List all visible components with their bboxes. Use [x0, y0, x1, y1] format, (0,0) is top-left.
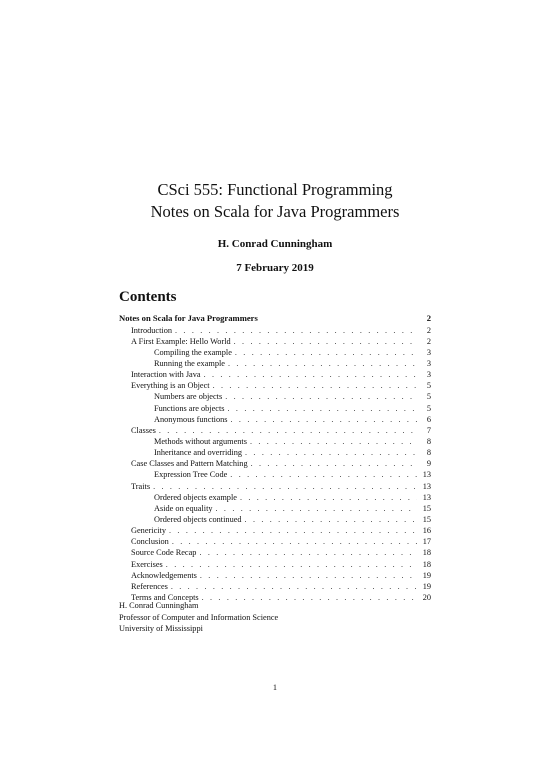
toc-entry[interactable] — [119, 336, 431, 347]
toc-entry[interactable] — [119, 369, 431, 380]
toc-entry[interactable] — [119, 425, 431, 436]
toc-entry-page: 15 — [422, 503, 431, 513]
toc-leader-dots — [251, 458, 417, 469]
toc-entry-page: 8 — [426, 448, 431, 458]
toc-entry-page: 5 — [426, 392, 431, 402]
toc-entry[interactable] — [119, 380, 431, 391]
toc-entry-label: Traits — [131, 481, 151, 491]
toc-entry[interactable] — [119, 325, 431, 336]
toc-entry-label: Conclusion — [131, 537, 169, 547]
toc-entry-page: 16 — [422, 526, 431, 536]
toc-leader-dots — [153, 481, 417, 492]
toc-entry-label: Acknowledgements — [131, 570, 197, 580]
toc-entry-label: Inheritance and overriding — [154, 448, 243, 458]
toc-entry-page: 5 — [426, 381, 431, 391]
toc-entry-label: Anonymous functions — [154, 414, 228, 424]
toc-entry[interactable] — [119, 447, 431, 458]
toc-entry-label: Expression Tree Code — [154, 470, 228, 480]
toc-entry-label: Classes — [131, 425, 156, 435]
toc-entry-label: Introduction — [131, 325, 173, 335]
toc-entry-label: References — [131, 581, 168, 591]
toc-entry[interactable] — [119, 403, 431, 414]
toc-entry[interactable] — [119, 436, 431, 447]
toc-entry[interactable] — [119, 347, 431, 358]
toc-leader-dots — [234, 336, 417, 347]
toc-entry-page: 19 — [422, 570, 431, 580]
toc-entry-label: Ordered objects continued — [154, 514, 242, 524]
toc-entry[interactable] — [119, 503, 431, 514]
document-title-line1: CSci 555: Functional Programming — [157, 180, 393, 199]
toc-entry-page: 17 — [422, 537, 431, 547]
toc-leader-dots — [235, 347, 417, 358]
toc-leader-dots — [228, 403, 417, 414]
toc-entry[interactable] — [119, 481, 431, 492]
toc-entry-label: Exercises — [131, 559, 163, 569]
toc-entry-label: Case Classes and Pattern Matching — [131, 459, 248, 469]
toc-leader-dots — [231, 414, 417, 425]
toc-entry[interactable] — [119, 469, 431, 480]
toc-entry-page: 6 — [426, 414, 431, 424]
toc-entry-page: 13 — [422, 492, 431, 502]
toc-entry[interactable] — [119, 414, 431, 425]
toc-entry[interactable] — [119, 458, 431, 469]
toc-entry[interactable] — [119, 391, 431, 402]
toc-leader-dots — [199, 547, 417, 558]
toc-leader-dots — [245, 447, 417, 458]
date: 7 February 2019 — [236, 262, 314, 274]
toc-leader-dots — [250, 436, 417, 447]
contents-heading: Contents — [119, 289, 177, 305]
toc-entry[interactable] — [119, 559, 431, 570]
toc-entry-page: 13 — [422, 481, 431, 491]
toc-leader-dots — [172, 536, 417, 547]
toc-leader-dots — [171, 581, 417, 592]
toc-leader-dots — [169, 525, 417, 536]
toc-entry-label: Aside on equality — [154, 503, 213, 513]
toc-entry-page: 9 — [426, 459, 431, 469]
toc-entry[interactable] — [119, 514, 431, 525]
toc-entry-label: Notes on Scala for Java Programmers — [119, 313, 258, 323]
toc-leader-dots — [216, 503, 417, 514]
toc-entry-page: 5 — [426, 403, 431, 413]
toc-leader-dots — [213, 380, 417, 391]
toc-entry-page: 18 — [422, 548, 431, 558]
toc-entry[interactable] — [119, 492, 431, 503]
toc-entry-label: A First Example: Hello World — [131, 336, 231, 346]
toc-entry-page: 15 — [422, 514, 431, 524]
toc-entry-label: Running the example — [154, 359, 225, 369]
toc-entry[interactable] — [119, 358, 431, 369]
toc-entry[interactable] — [119, 547, 431, 558]
toc-leader-dots — [228, 358, 417, 369]
toc-entry[interactable] — [119, 581, 431, 592]
toc-entry-label: Methods without arguments — [154, 437, 247, 446]
toc-entry-page: 3 — [426, 347, 431, 357]
toc-leader-dots — [204, 369, 417, 380]
toc-entry-label: Ordered objects example — [154, 492, 237, 502]
toc-entry[interactable] — [119, 312, 431, 325]
document-title-line2: Notes on Scala for Java Programmers — [150, 202, 400, 221]
toc-entry-page: 3 — [426, 359, 431, 369]
affiliation-name: H. Conrad Cunningham — [119, 601, 199, 610]
toc-entry-label: Compiling the example — [154, 347, 232, 357]
toc-entry-page: 3 — [426, 370, 431, 380]
toc-entry-label: Numbers are objects — [154, 392, 223, 402]
toc-entry-page: 13 — [422, 470, 431, 480]
toc-entry[interactable] — [119, 536, 431, 547]
toc-entry-label: Interaction with Java — [131, 370, 201, 380]
table-of-contents — [119, 312, 431, 603]
affiliation-block — [119, 600, 278, 635]
toc-entry-page: 2 — [426, 325, 431, 335]
toc-entry-page: 20 — [422, 592, 431, 602]
toc-leader-dots — [245, 514, 417, 525]
toc-entry-page: 2 — [426, 313, 431, 323]
page-number: 1 — [272, 683, 278, 692]
toc-entry-label: Functions are objects — [154, 403, 225, 413]
affiliation-university: University of Mississippi — [119, 624, 203, 633]
toc-entry-page: 19 — [422, 581, 431, 591]
affiliation-title: Professor of Computer and Information Science — [119, 612, 279, 622]
toc-leader-dots — [159, 425, 417, 436]
toc-leader-dots — [200, 570, 417, 581]
toc-entry-page: 2 — [426, 336, 431, 346]
author: H. Conrad Cunningham — [217, 238, 333, 250]
toc-leader-dots — [166, 559, 417, 570]
toc-leader-dots — [175, 325, 417, 336]
toc-entry[interactable] — [119, 570, 431, 581]
toc-entry-page: 18 — [422, 559, 431, 569]
toc-entry[interactable] — [119, 525, 431, 536]
toc-leader-dots — [230, 469, 417, 480]
toc-entry-label: Terms and Concepts — [131, 592, 199, 602]
toc-entry-label: Everything is an Object — [131, 381, 210, 391]
toc-leader-dots — [240, 492, 417, 503]
toc-entry-label: Source Code Recap — [131, 548, 197, 558]
toc-entry-page: 8 — [426, 437, 431, 446]
toc-entry-page: 7 — [426, 425, 431, 435]
toc-leader-dots — [225, 391, 417, 402]
toc-entry-label: Genericity — [131, 526, 167, 536]
